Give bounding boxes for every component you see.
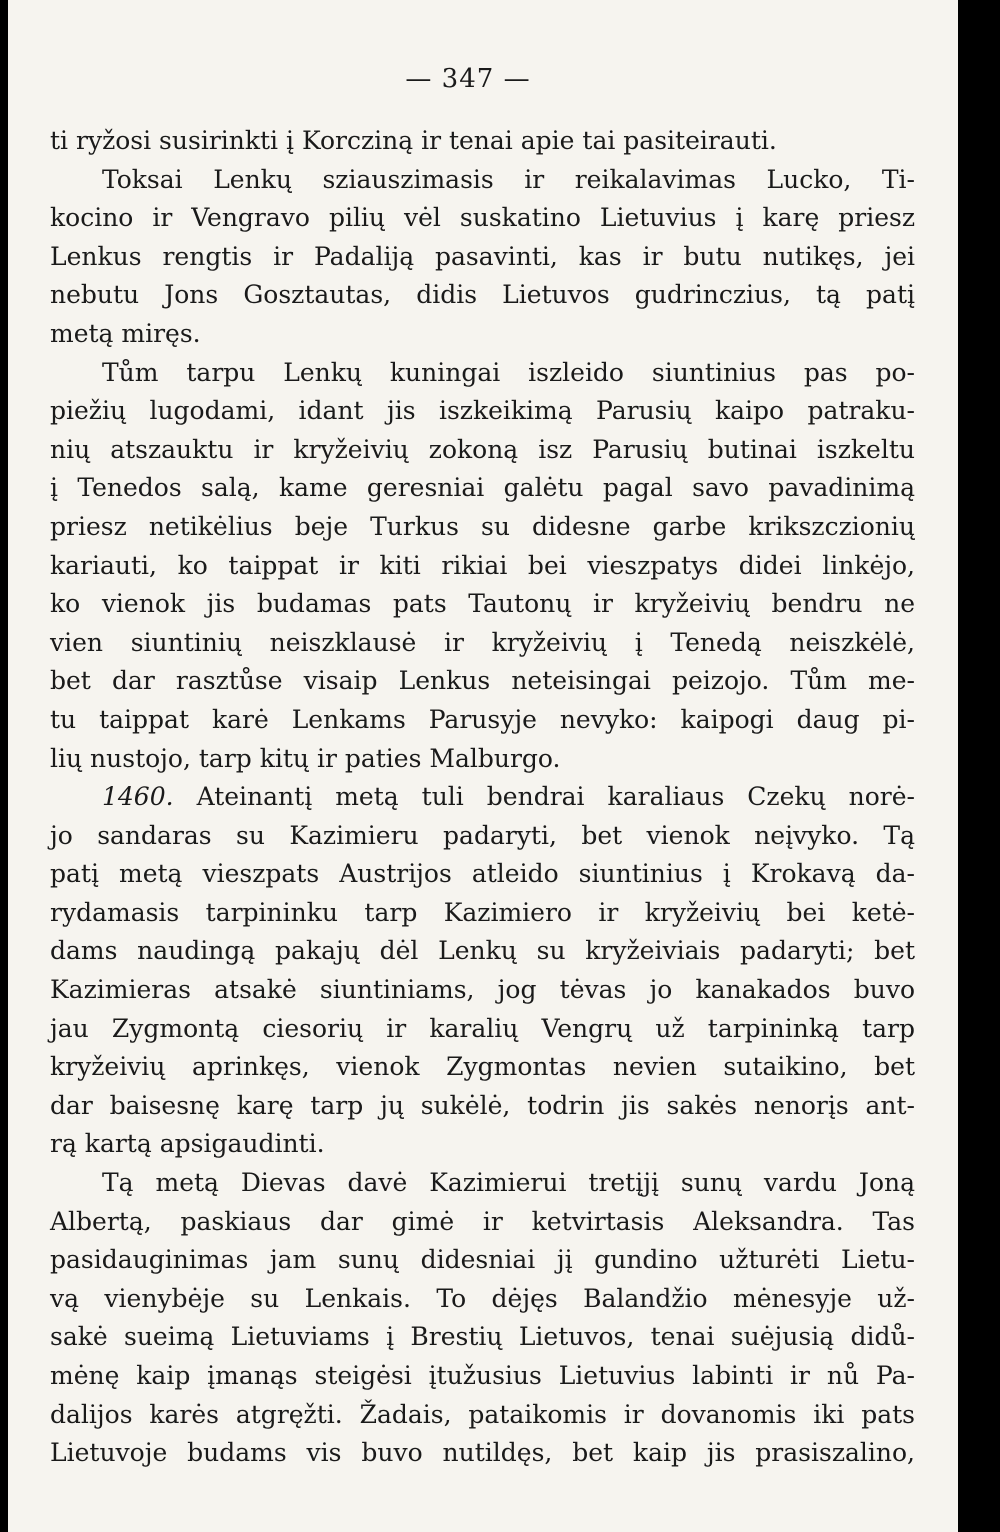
text-line: rą kartą apsigaudinti. xyxy=(50,1129,325,1159)
text-line xyxy=(50,778,915,817)
text-line: kryžeivių aprinkęs, vienok Zygmontas nevien sutaikino, bet xyxy=(50,1052,915,1082)
text-line: Tům tarpu Lenkų kuningai iszleido siuntinius pas po- xyxy=(102,357,915,387)
text-line: bet dar rasztůse visaip Lenkus neteisingai peizojo. Tům me- xyxy=(50,666,915,696)
text-line: Albertą, paskiaus dar gimė ir ketvirtasis Aleksandra. Tas xyxy=(50,1206,915,1236)
page-number: — 347 — xyxy=(405,64,531,94)
text-line: jau Zygmontą ciesorių ir karalių Vengrų už tarpininką tarp xyxy=(50,1013,915,1043)
text-line: lių nustojo, tarp kitų ir paties Malburgo. xyxy=(50,743,561,773)
text-line: mėnę kaip įmanąs steigėsi įtužusius Lietuvius labinti ir nů Pa- xyxy=(50,1361,915,1390)
text-line-content: Ateinantį metą tuli bendrai karaliaus Czekų norė- xyxy=(196,782,915,812)
text-line: į Tenedos salą, kame geresniai galėtu pagal savo pavadinimą xyxy=(50,473,915,503)
text-line: nebutu Jons Gosztautas, didis Lietuvos gudrinczius, tą patį xyxy=(50,280,915,310)
text-line: jo sandaras su Kazimieru padaryti, bet vienok neįvyko. Tą xyxy=(50,820,915,850)
text-line: ko vienok jis budamas pats Tautonų ir kryžeivių bendru ne xyxy=(50,589,915,619)
text-line: metą miręs. xyxy=(50,318,201,348)
text-line: dams naudingą pakajų dėl Lenkų su kryžeiviais padaryti; bet xyxy=(50,936,915,966)
text-line: vą vienybėje su Lenkais. To dėjęs Balandžio mėnesyje už- xyxy=(50,1283,915,1313)
text-line: ti ryžosi susirinkti į Korcziną ir tenai apie tai pasiteirauti. xyxy=(50,126,777,155)
text-line: pasidauginimas jam sunų didesniai jį gundino užturėti Lietu- xyxy=(50,1245,915,1275)
body-text xyxy=(50,122,915,1473)
text-line: Kazimieras atsakė siuntiniams, jog tėvas jo kanakados buvo xyxy=(50,975,915,1005)
text-line: sakė sueimą Lietuviams į Brestių Lietuvos, tenai suėjusią didů- xyxy=(50,1322,915,1352)
text-line: Toksai Lenkų sziauszimasis ir reikalavimas Lucko, Ti- xyxy=(102,164,915,194)
text-line: nių atszauktu ir kryžeivių zokoną isz Parusių butinai iszkeltu xyxy=(50,434,915,464)
text-line: Lietuvoje budams vis buvo nutildęs, bet kaip jis prasiszalino, xyxy=(50,1438,915,1468)
text-line: piežių lugodami, idant jis iszkeikimą Parusių kaipo patraku- xyxy=(50,396,915,426)
text-line: Tą metą Dievas davė Kazimierui tretįjį sunų vardu Joną xyxy=(102,1168,915,1198)
text-line: kariauti, ko taippat ir kiti rikiai bei vieszpatys didei linkėjo, xyxy=(50,550,915,580)
text-line: priesz netikėlius beje Turkus su didesne garbe krikszczionių xyxy=(50,511,915,541)
year-label: 1460. xyxy=(102,782,174,812)
text-line: vien siuntinių neiszklausė ir kryžeivių į Tenedą neiszkėlė, xyxy=(50,627,915,657)
text-line: dalijos karės atgręžti. Žadais, pataikomis ir dovanomis iki pats xyxy=(50,1399,915,1429)
text-line: tu taippat karė Lenkams Parusyje nevyko: kaipogi daug pi- xyxy=(50,704,915,734)
text-line: kocino ir Vengravo pilių vėl suskatino Lietuvius į karę priesz xyxy=(50,203,915,233)
text-line: Lenkus rengtis ir Padaliją pasavinti, kas ir butu nutikęs, jei xyxy=(50,241,915,271)
book-page xyxy=(8,0,958,1532)
text-line: dar baisesnę karę tarp jų sukėlė, todrin jis sakės nenorįs ant- xyxy=(50,1090,915,1120)
text-line: rydamasis tarpininku tarp Kazimiero ir kryžeivių bei ketė- xyxy=(50,897,915,927)
text-line: patį metą vieszpats Austrijos atleido siuntinius į Krokavą da- xyxy=(50,859,915,889)
